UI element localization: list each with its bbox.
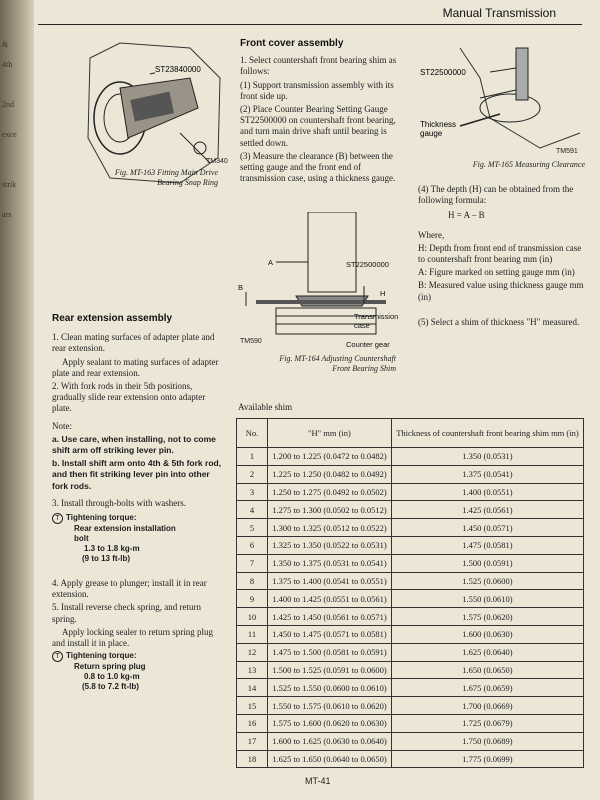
torque-value: 1.3 to 1.8 kg-m	[84, 544, 140, 554]
gauge-label: Thickness	[420, 120, 457, 129]
shim-thickness-cell: 1.525 (0.0600)	[391, 572, 583, 590]
main-drive-bearing-illustration	[80, 38, 225, 188]
torque-title: Tightening torque:	[66, 513, 137, 523]
caption-line: Fig. MT-163 Fitting Main Drive	[114, 168, 218, 177]
caption-line: Fig. MT-164 Adjusting Countershaft	[279, 354, 396, 363]
shim-thickness-cell: 1.600 (0.0630)	[391, 625, 583, 643]
table-row	[237, 643, 584, 661]
shim-number-cell: 14	[237, 679, 268, 697]
shim-number-cell: 10	[237, 608, 268, 626]
shim-number-cell: 18	[237, 750, 268, 768]
table-row	[237, 608, 584, 626]
depth-range-cell: 1.275 to 1.300 (0.0502 to 0.0512)	[268, 501, 392, 519]
depth-range-cell: 1.425 to 1.450 (0.0561 to 0.0571)	[268, 608, 392, 626]
label-a: A	[268, 258, 274, 267]
setting-gauge-diagram	[236, 212, 406, 352]
torque-icon: T	[52, 651, 63, 662]
previous-page-edge: & 4th 2nd exce strik ars	[0, 0, 34, 800]
table-row	[237, 714, 584, 732]
depth-range-cell: 1.550 to 1.575 (0.0610 to 0.0620)	[268, 697, 392, 715]
shim-thickness-cell: 1.425 (0.0561)	[391, 501, 583, 519]
column-header: Thickness of countershaft front bearing shim mm (in)	[391, 419, 583, 448]
gear-label: Counter gear	[346, 340, 390, 349]
note-item: b. Install shift arm onto 4th & 5th fork rod, and then fit striking lever pin into other fork rods.	[52, 458, 222, 491]
depth-range-cell: 1.475 to 1.500 (0.0581 to 0.0591)	[268, 643, 392, 661]
table-row	[237, 679, 584, 697]
case-label: case	[354, 321, 370, 330]
shim-thickness-cell: 1.350 (0.0531)	[391, 448, 583, 466]
tool-label: ST23840000	[155, 65, 201, 74]
caption-line: Front Bearing Shim	[332, 364, 396, 373]
gauge-label: gauge	[420, 129, 443, 138]
depth-range-cell: 1.300 to 1.325 (0.0512 to 0.0522)	[268, 519, 392, 537]
table-row	[237, 519, 584, 537]
clearance-measurement-illustration	[420, 38, 585, 156]
column-header: No.	[237, 419, 268, 448]
definition: A: Figure marked on setting gauge mm (in)	[418, 267, 575, 278]
gauge-tool-label: ST22500000	[346, 260, 389, 269]
depth-range-cell: 1.250 to 1.275 (0.0492 to 0.0502)	[268, 483, 392, 501]
shim-number-cell: 15	[237, 697, 268, 715]
shim-number-cell: 3	[237, 483, 268, 501]
section-heading: Front cover assembly	[240, 38, 344, 49]
shim-number-cell: 11	[237, 625, 268, 643]
step-text: 4. Apply grease to plunger; install it in rear extension.	[52, 578, 207, 600]
depth-range-cell: 1.625 to 1.650 (0.0640 to 0.0650)	[268, 750, 392, 768]
shim-thickness-cell: 1.700 (0.0669)	[391, 697, 583, 715]
table-caption: Available shim	[238, 402, 293, 412]
shim-number-cell: 8	[237, 572, 268, 590]
torque-value: (5.8 to 7.2 ft-lb)	[82, 682, 139, 692]
shim-thickness-cell: 1.400 (0.0551)	[391, 483, 583, 501]
torque-value: (9 to 13 ft-lb)	[82, 554, 130, 564]
step-text: Apply sealant to mating surfaces of adapter plate and rear extension.	[52, 356, 219, 378]
table-row	[237, 572, 584, 590]
depth-range-cell: 1.350 to 1.375 (0.0531 to 0.0541)	[268, 554, 392, 572]
torque-spec	[52, 513, 226, 564]
note-item: a. Use care, when installing, not to come shift arm off striking lever pin.	[52, 433, 216, 456]
figure-caption	[236, 354, 396, 374]
step-text: 2. With fork rods in their 5th positions, gradually slide rear extension onto adapter plate.	[52, 381, 206, 414]
shim-number-cell: 9	[237, 590, 268, 608]
figure-caption: Fig. MT-165 Measuring Clearance	[472, 160, 585, 169]
depth-range-cell: 1.200 to 1.225 (0.0472 to 0.0482)	[268, 448, 392, 466]
shim-thickness-cell: 1.550 (0.0610)	[391, 590, 583, 608]
shim-number-cell: 17	[237, 732, 268, 750]
table-row	[237, 590, 584, 608]
step-text: 5. Install reverse check spring, and return spring.	[52, 602, 201, 624]
step-text: (3) Measure the clearance (B) between the setting gauge and the front end of transmission case, using a thickness gauge.	[240, 150, 396, 184]
table-row	[237, 554, 584, 572]
figure-id: TM591	[556, 148, 578, 155]
shim-thickness-cell: 1.775 (0.0699)	[391, 750, 583, 768]
table-row	[237, 483, 584, 501]
where-label: Where,	[418, 229, 445, 240]
tool-label: ST22500000	[420, 68, 466, 77]
shim-thickness-cell: 1.475 (0.0581)	[391, 536, 583, 554]
depth-range-cell: 1.525 to 1.550 (0.0600 to 0.0610)	[268, 679, 392, 697]
shim-number-cell: 16	[237, 714, 268, 732]
shim-number-cell: 2	[237, 465, 268, 483]
shim-thickness-cell: 1.750 (0.0689)	[391, 732, 583, 750]
shim-number-cell: 4	[237, 501, 268, 519]
shim-number-cell: 12	[237, 643, 268, 661]
table-row	[237, 448, 584, 466]
column-header: "H" mm (in)	[268, 419, 392, 448]
step-text: 1. Select countershaft front bearing shim as follows:	[240, 55, 397, 77]
definition: H: Depth from front end of transmission case to countershaft front bearing mm (in)	[418, 242, 582, 265]
torque-spec	[52, 651, 226, 692]
shim-number-cell: 13	[237, 661, 268, 679]
figure-caption	[60, 168, 218, 188]
label-h: H	[380, 289, 386, 298]
formula: H = A – B	[448, 210, 485, 221]
label-b: B	[238, 283, 244, 292]
definition: B: Measured value using thickness gauge mm (in)	[418, 280, 584, 302]
case-label: Transmission	[354, 312, 399, 321]
section-heading: Rear extension assembly	[52, 313, 173, 324]
shim-thickness-cell: 1.375 (0.0541)	[391, 465, 583, 483]
page-number: MT-41	[305, 776, 331, 786]
caption-line: Bearing Snap Ring	[157, 178, 218, 187]
table-row	[237, 661, 584, 679]
table-row	[237, 501, 584, 519]
depth-range-cell: 1.225 to 1.250 (0.0482 to 0.0492)	[268, 465, 392, 483]
depth-range-cell: 1.325 to 1.350 (0.0522 to 0.0531)	[268, 536, 392, 554]
table-row	[237, 465, 584, 483]
figure-mt-165	[420, 38, 585, 156]
shim-number-cell: 1	[237, 448, 268, 466]
step-text: (2) Place Counter Bearing Setting Gauge ST22500000 on countershaft front bearing, and turn main drive shaft until bearing is settled down.	[240, 104, 396, 148]
depth-range-cell: 1.375 to 1.400 (0.0541 to 0.0551)	[268, 572, 392, 590]
shim-thickness-cell: 1.675 (0.0659)	[391, 679, 583, 697]
front-cover-section	[240, 38, 408, 186]
table-header-row	[237, 419, 584, 448]
note-label: Note:	[52, 420, 72, 431]
torque-title: Tightening torque:	[66, 651, 137, 661]
step-text: Apply locking sealer to return spring plug and install it in place.	[52, 626, 213, 649]
torque-item: bolt	[74, 534, 89, 544]
depth-range-cell: 1.400 to 1.425 (0.0551 to 0.0561)	[268, 590, 392, 608]
shim-thickness-cell: 1.625 (0.0640)	[391, 643, 583, 661]
figure-mt-163	[80, 38, 225, 188]
step-text: (1) Support transmission assembly with its front side up.	[240, 79, 394, 101]
table-row	[237, 750, 584, 768]
depth-formula-section	[418, 184, 584, 330]
step-text: 1. Clean mating surfaces of adapter plate and rear extension.	[52, 332, 215, 354]
rear-extension-section	[52, 313, 226, 692]
shim-table	[236, 418, 584, 768]
table-row	[237, 732, 584, 750]
figure-id: TM340	[206, 158, 228, 165]
depth-range-cell: 1.450 to 1.475 (0.0571 to 0.0581)	[268, 625, 392, 643]
table-row	[237, 536, 584, 554]
shim-thickness-cell: 1.500 (0.0591)	[391, 554, 583, 572]
torque-value: 0.8 to 1.0 kg-m	[84, 672, 140, 682]
table-row	[237, 625, 584, 643]
shim-number-cell: 7	[237, 554, 268, 572]
torque-item: Rear extension installation	[74, 524, 176, 534]
step-text: (4) The depth (H) can be obtained from the following formula:	[418, 184, 574, 206]
shim-thickness-cell: 1.650 (0.0650)	[391, 661, 583, 679]
figure-id: TM590	[240, 338, 262, 345]
step-text: 3. Install through-bolts with washers.	[52, 497, 186, 508]
table-row	[237, 697, 584, 715]
shim-thickness-cell: 1.450 (0.0571)	[391, 519, 583, 537]
torque-icon: T	[52, 513, 63, 524]
section-title: Manual Transmission	[442, 6, 556, 20]
depth-range-cell: 1.600 to 1.625 (0.0630 to 0.0640)	[268, 732, 392, 750]
depth-range-cell: 1.500 to 1.525 (0.0591 to 0.0600)	[268, 661, 392, 679]
step-text: (5) Select a shim of thickness "H" measured.	[418, 316, 580, 327]
shim-thickness-cell: 1.725 (0.0679)	[391, 714, 583, 732]
figure-mt-164	[236, 212, 406, 352]
torque-item: Return spring plug	[74, 662, 146, 672]
shim-number-cell: 6	[237, 536, 268, 554]
shim-thickness-cell: 1.575 (0.0620)	[391, 608, 583, 626]
depth-range-cell: 1.575 to 1.600 (0.0620 to 0.0630)	[268, 714, 392, 732]
page-header	[38, 4, 582, 25]
shim-number-cell: 5	[237, 519, 268, 537]
